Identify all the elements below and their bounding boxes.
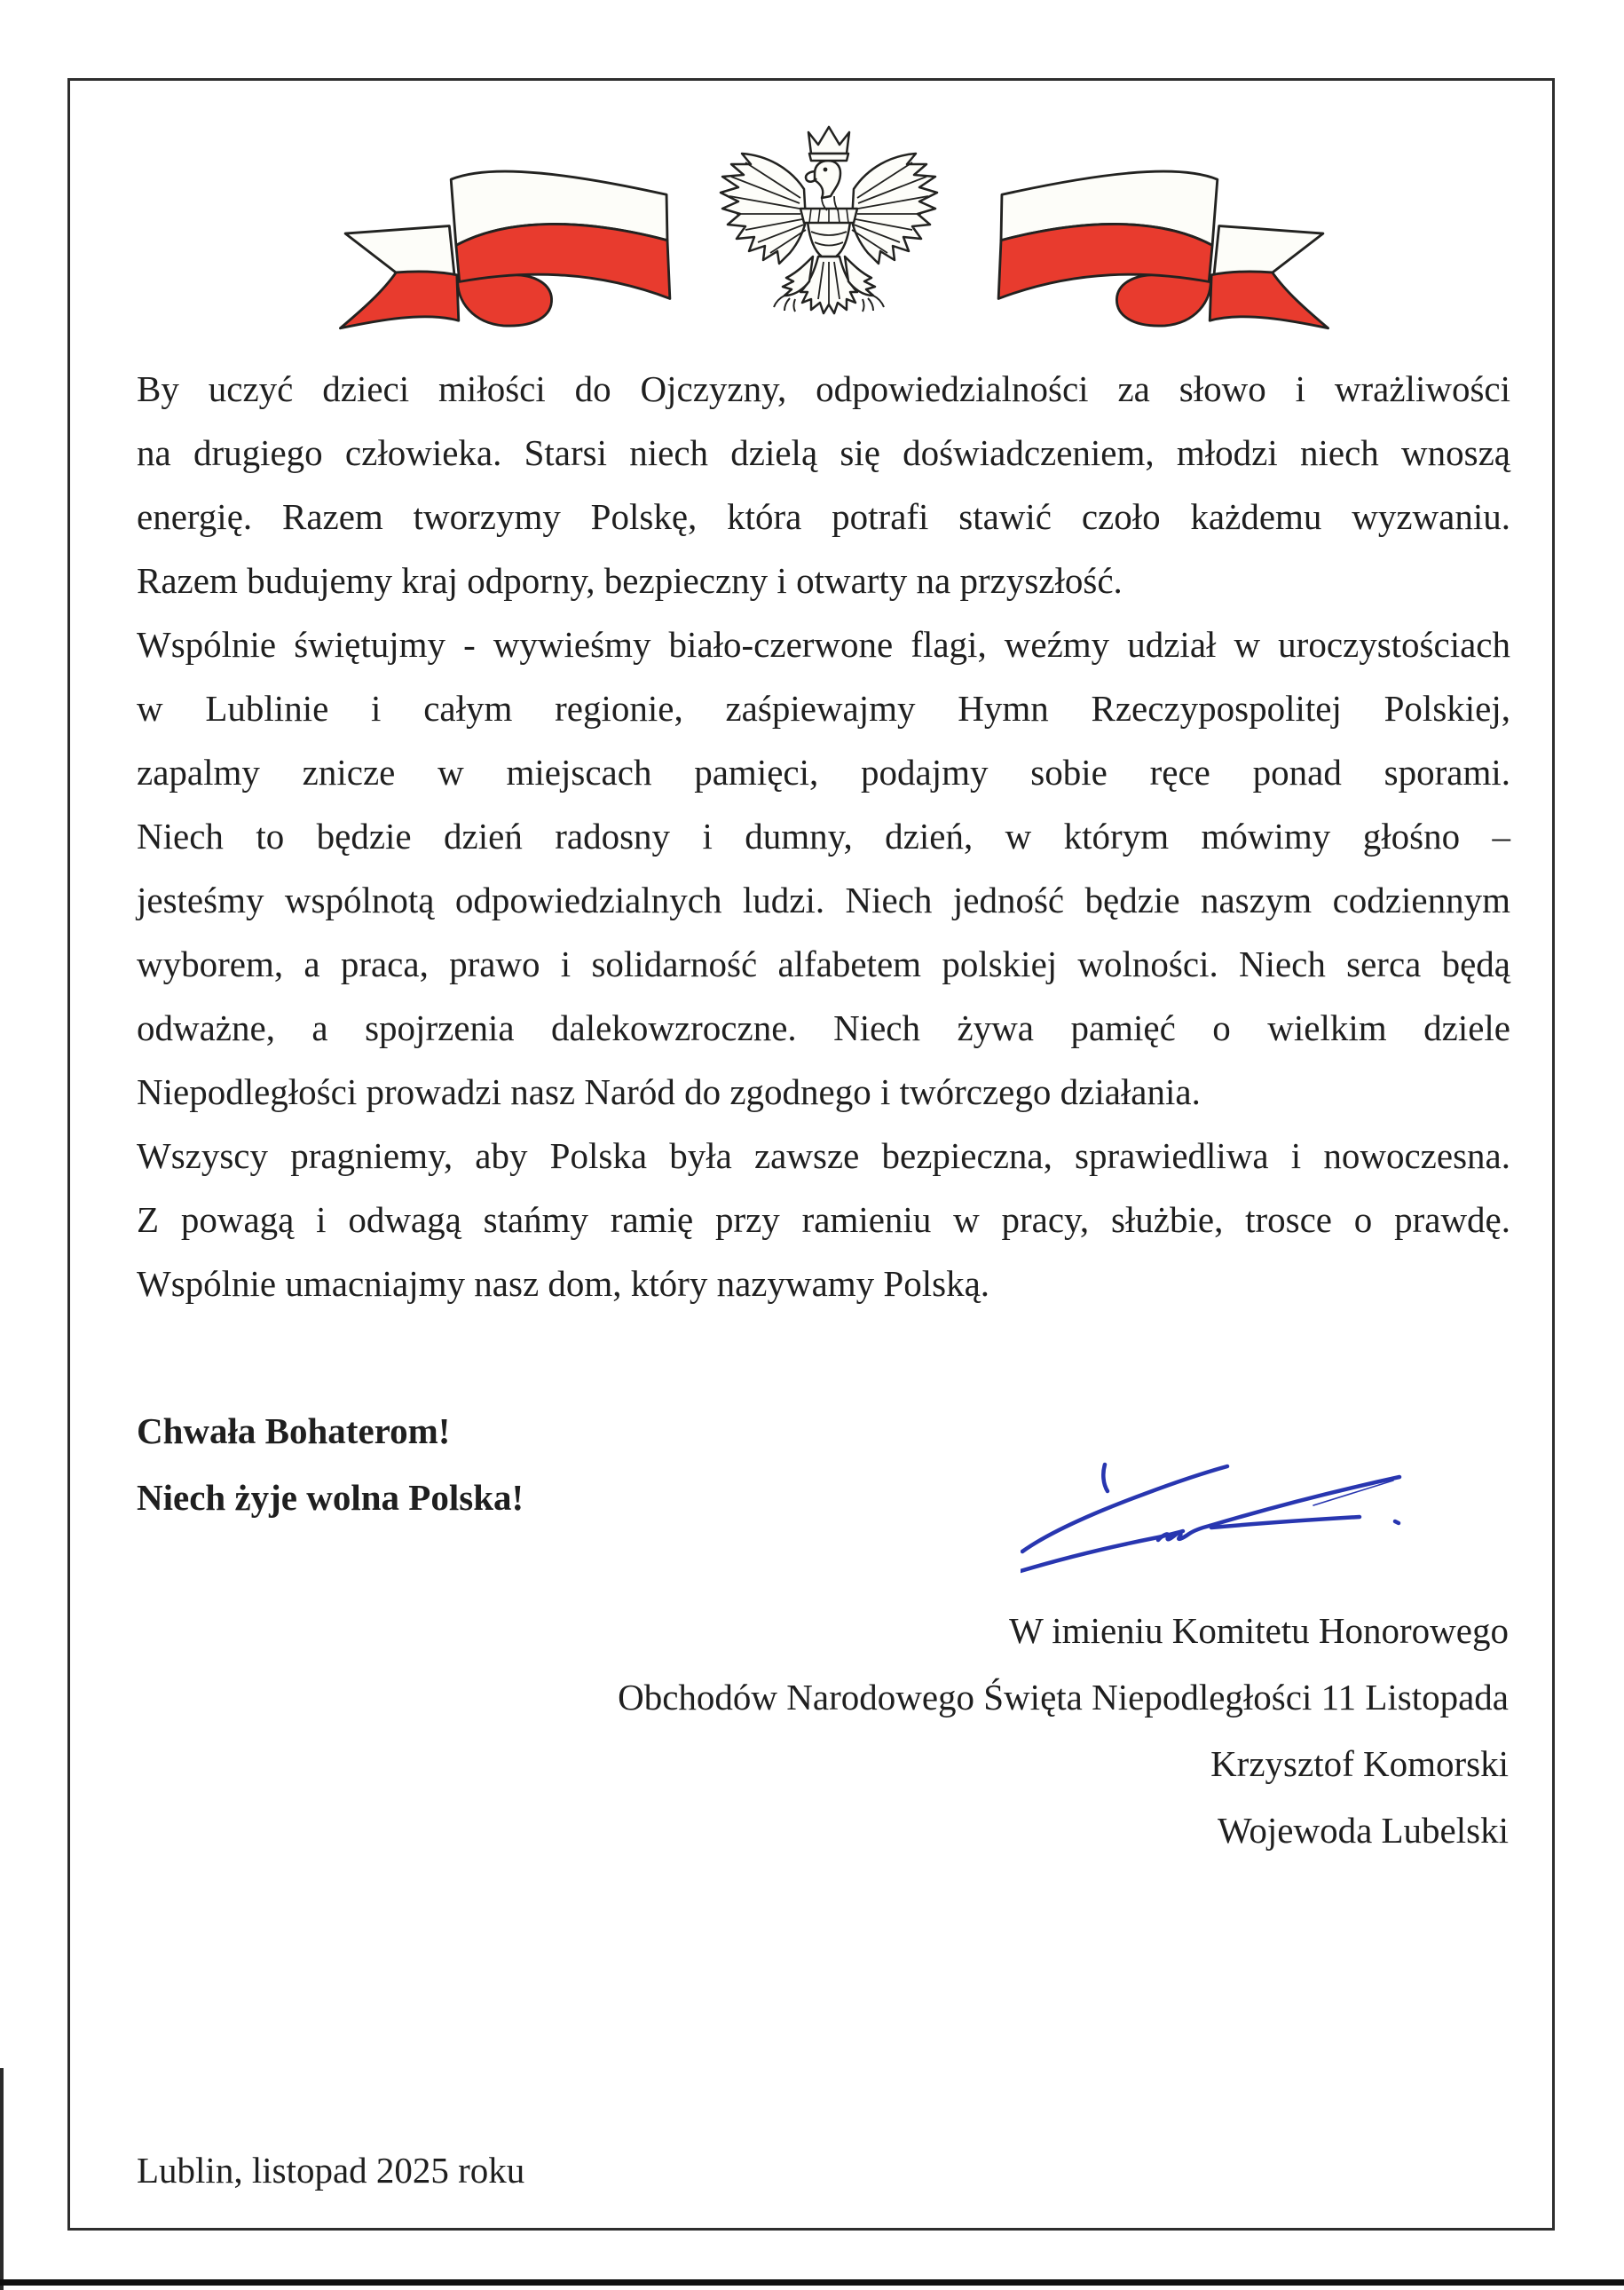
text-line: Niech to będzie dzień radosny i dumny, dzień, w którym mówimy głośno – (137, 816, 1510, 857)
slogans-block (137, 1398, 935, 1531)
text-line: energię. Razem tworzymy Polskę, która potrafi stawić czoło każdemu wyzwaniu. (137, 496, 1510, 537)
text-line: Z powagą i odwagą stańmy ramię przy ramieniu w pracy, służbie, trosce o prawdę. (137, 1199, 1510, 1240)
text-line: Wspólnie umacniajmy nasz dom, który nazywamy Polską. (137, 1263, 990, 1304)
text-line: na drugiego człowieka. Starsi niech dzielą się doświadczeniem, młodzi niech wnoszą (137, 432, 1510, 473)
text-line: Obchodów Narodowego Święta Niepodległości 11 Listopada (618, 1677, 1509, 1718)
text-line: Razem budujemy kraj odporny, bezpieczny i otwarty na przyszłość. (137, 560, 1123, 601)
text-line: Niepodległości prowadzi nasz Naród do zgodnego i twórczego działania. (137, 1071, 1201, 1112)
paragraph-1 (137, 357, 1510, 612)
text-line: Chwała Bohaterom! (137, 1410, 451, 1451)
paragraph-2 (137, 612, 1510, 1124)
text-line: Wojewoda Lubelski (1217, 1810, 1509, 1851)
scan-edge-bottom (0, 2279, 1624, 2286)
dateline: Lublin, listopad 2025 roku (137, 2150, 525, 2191)
signature-icon (1021, 1420, 1464, 1598)
polish-eagle-icon (715, 121, 942, 327)
text-line: Krzysztof Komorski (1210, 1743, 1509, 1784)
text-line: W imieniu Komitetu Honorowego (1009, 1610, 1509, 1651)
text-line: Niech żyje wolna Polska! (137, 1477, 524, 1518)
text-line: w Lublinie i całym regionie, zaśpiewajmy Hymn Rzeczypospolitej Polskiej, (137, 688, 1510, 729)
paragraph-3 (137, 1124, 1510, 1315)
text-line: jesteśmy wspólnotą odpowiedzialnych ludzi. Niech jedność będzie naszym codziennym (137, 880, 1510, 920)
text-line: By uczyć dzieci miłości do Ojczyzny, odpowiedzialności za słowo i wrażliwości (137, 368, 1510, 409)
text-line: Wspólnie świętujmy - wywieśmy biało-czerwone flagi, weźmy udział w uroczystościach (137, 624, 1510, 665)
text-line: Wszyscy pragniemy, aby Polska była zawsze bezpieczna, sprawiedliwa i nowoczesna. (137, 1135, 1510, 1176)
scan-edge-left (0, 2068, 4, 2290)
polish-flag-ribbon-left-icon (330, 160, 685, 346)
polish-flag-ribbon-right-icon (983, 160, 1338, 346)
body-text (137, 357, 1510, 1315)
text-line: zapalmy znicze w miejscach pamięci, podajmy sobie ręce ponad sporami. (137, 752, 1510, 793)
text-line: odważne, a spojrzenia dalekowzroczne. Niech żywa pamięć o wielkim dziele (137, 1007, 1510, 1048)
text-line: wyborem, a praca, prawo i solidarność alfabetem polskiej wolności. Niech serca będą (137, 944, 1510, 984)
closing-block (444, 1598, 1509, 1864)
